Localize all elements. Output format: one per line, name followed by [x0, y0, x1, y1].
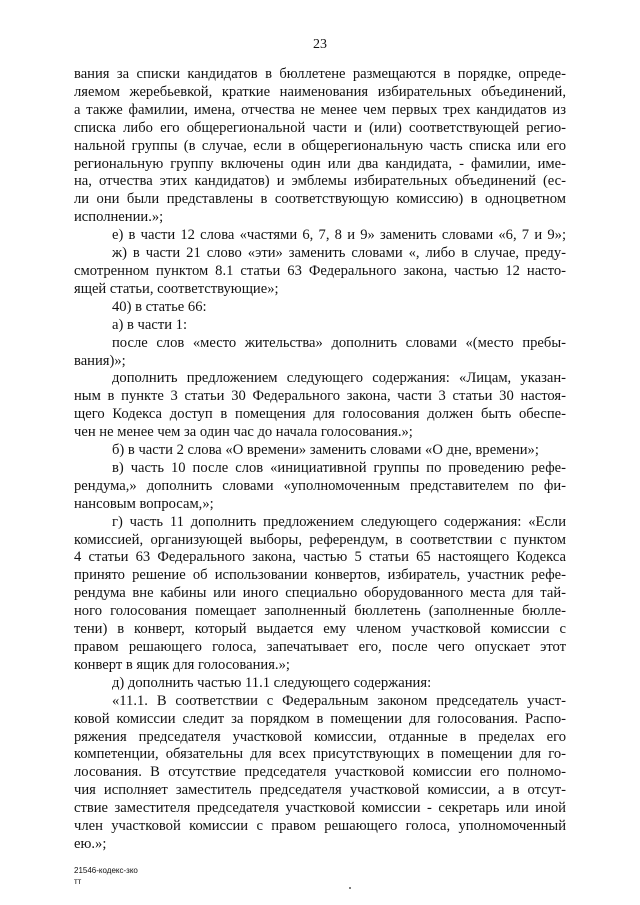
text-line: вания за списки кандидатов в бюллетене размещаются в порядке, опреде- — [74, 66, 566, 82]
text-line: дополнить предложением следующего содержания: «Лицам, указан- — [112, 370, 566, 387]
text-line: ж) в части 21 слово «эти» заменить словами «, либо в случае, преду- — [112, 245, 566, 262]
text-line: член участковой комиссии с правом решающего голоса, уполномоченный — [74, 818, 566, 835]
text-line: на, отчества этих кандидатов) и эмблемы избирательных объединений (ес- — [74, 173, 566, 190]
text-line: «11.1. В соответствии с Федеральным законом председатель участ- — [112, 692, 566, 709]
text-line: чен не менее чем за один час до начала голосования.»; — [74, 424, 413, 441]
text-line: ляемом жеребьевкой, краткие наименования избирательных объединений, — [74, 83, 566, 100]
scan-artifact — [349, 887, 351, 889]
text-line: щего Кодекса доступ в помещения для голосования должен быть обеспе- — [74, 406, 566, 423]
text-line: нальной группы (в случае, если в общерегиональную часть списка или его — [74, 137, 566, 154]
text-line: ным в пункте 3 статьи 30 Федерального закона, части 3 статьи 30 настоя- — [74, 388, 566, 405]
text-line: списка либо его общерегиональной части и (или) соответствующей регио- — [74, 119, 566, 136]
text-line: рендума вне кабины или иного специально оборудованного места для тай- — [74, 585, 566, 602]
text-line: комиссией, организующей выборы, референдум, в соответствии с пунктом — [74, 531, 566, 548]
text-line: после слов «место жительства» дополнить словами «(место пребы- — [112, 334, 566, 351]
text-line: ствие заместителя председателя участковой комиссии - секретарь или иной — [74, 800, 566, 817]
text-line: в) часть 10 после слов «инициативной группы по проведению рефе- — [112, 459, 566, 476]
text-line: чия исполняет заместитель председателя участковой комиссии, а в отсут- — [74, 782, 566, 799]
text-line: смотренном пунктом 8.1 статьи 63 Федерального закона, частью 12 насто- — [74, 262, 566, 279]
text-line: тени) в конверт, который выдается ему членом участковой комиссии с — [74, 621, 566, 638]
text-line: а) в части 1: — [112, 316, 188, 333]
text-line: ли они были представлены в соответствующую комиссию) в одноцветном — [74, 191, 566, 208]
text-line: ряжения председателя участковой комиссии, отданные в пределах его — [74, 728, 566, 745]
text-line: принято решение об использовании конвертов, избиратель, участник рефе- — [74, 567, 566, 584]
text-line: г) часть 11 дополнить предложением следующего содержания: «Если — [112, 513, 566, 530]
text-line: ного голосования помещает заполненный бюллетень (заполненные бюлле- — [74, 603, 566, 620]
text-line: ковой комиссии следит за порядком в помещении для голосования. Распо- — [74, 710, 566, 727]
text-line: рендума,» дополнить словами «уполномоченным представителем по фи- — [74, 477, 566, 494]
text-line: ею.»; — [74, 835, 107, 852]
text-line: 40) в статье 66: — [112, 298, 207, 315]
text-line: б) в части 2 слова «О времени» заменить словами «О дне, времени»; — [112, 442, 539, 459]
text-line: правом решающего голоса, запечатывает его, после чего опускает этот — [74, 639, 566, 655]
footer-document-code: 21546-кодекс-зко — [74, 866, 138, 875]
text-line: ящей статьи, соответствующие»; — [74, 280, 279, 297]
text-line: 4 статьи 63 Федерального закона, частью 5 статьи 65 настоящего Кодекса — [74, 549, 566, 566]
text-line: д) дополнить частью 11.1 следующего содержания: — [112, 674, 432, 691]
text-line: исполнении.»; — [74, 209, 164, 226]
text-line: а также фамилии, имена, отчества не менее чем первых трех кандидатов из — [74, 101, 566, 118]
text-line: компетенции, обязательны для всех присутствующих в помещении для го- — [74, 746, 566, 763]
text-line: конверт в ящик для голосования.»; — [74, 656, 290, 673]
footer-initials: тт — [74, 877, 82, 886]
document-footer — [74, 865, 138, 887]
text-line: е) в части 12 слова «частями 6, 7, 8 и 9» заменить словами «6, 7 и 9»; — [112, 227, 566, 244]
text-line: нансовым вопросам,»; — [74, 495, 214, 512]
document-body — [74, 66, 566, 854]
text-line: вания)»; — [74, 352, 126, 369]
text-line: региональную группу включены один или два кандидата, - фамилии, име- — [74, 155, 566, 172]
text-line: лосования. В отсутствие председателя участковой комиссии его полномо- — [74, 764, 566, 781]
page-number: 23 — [313, 37, 327, 52]
